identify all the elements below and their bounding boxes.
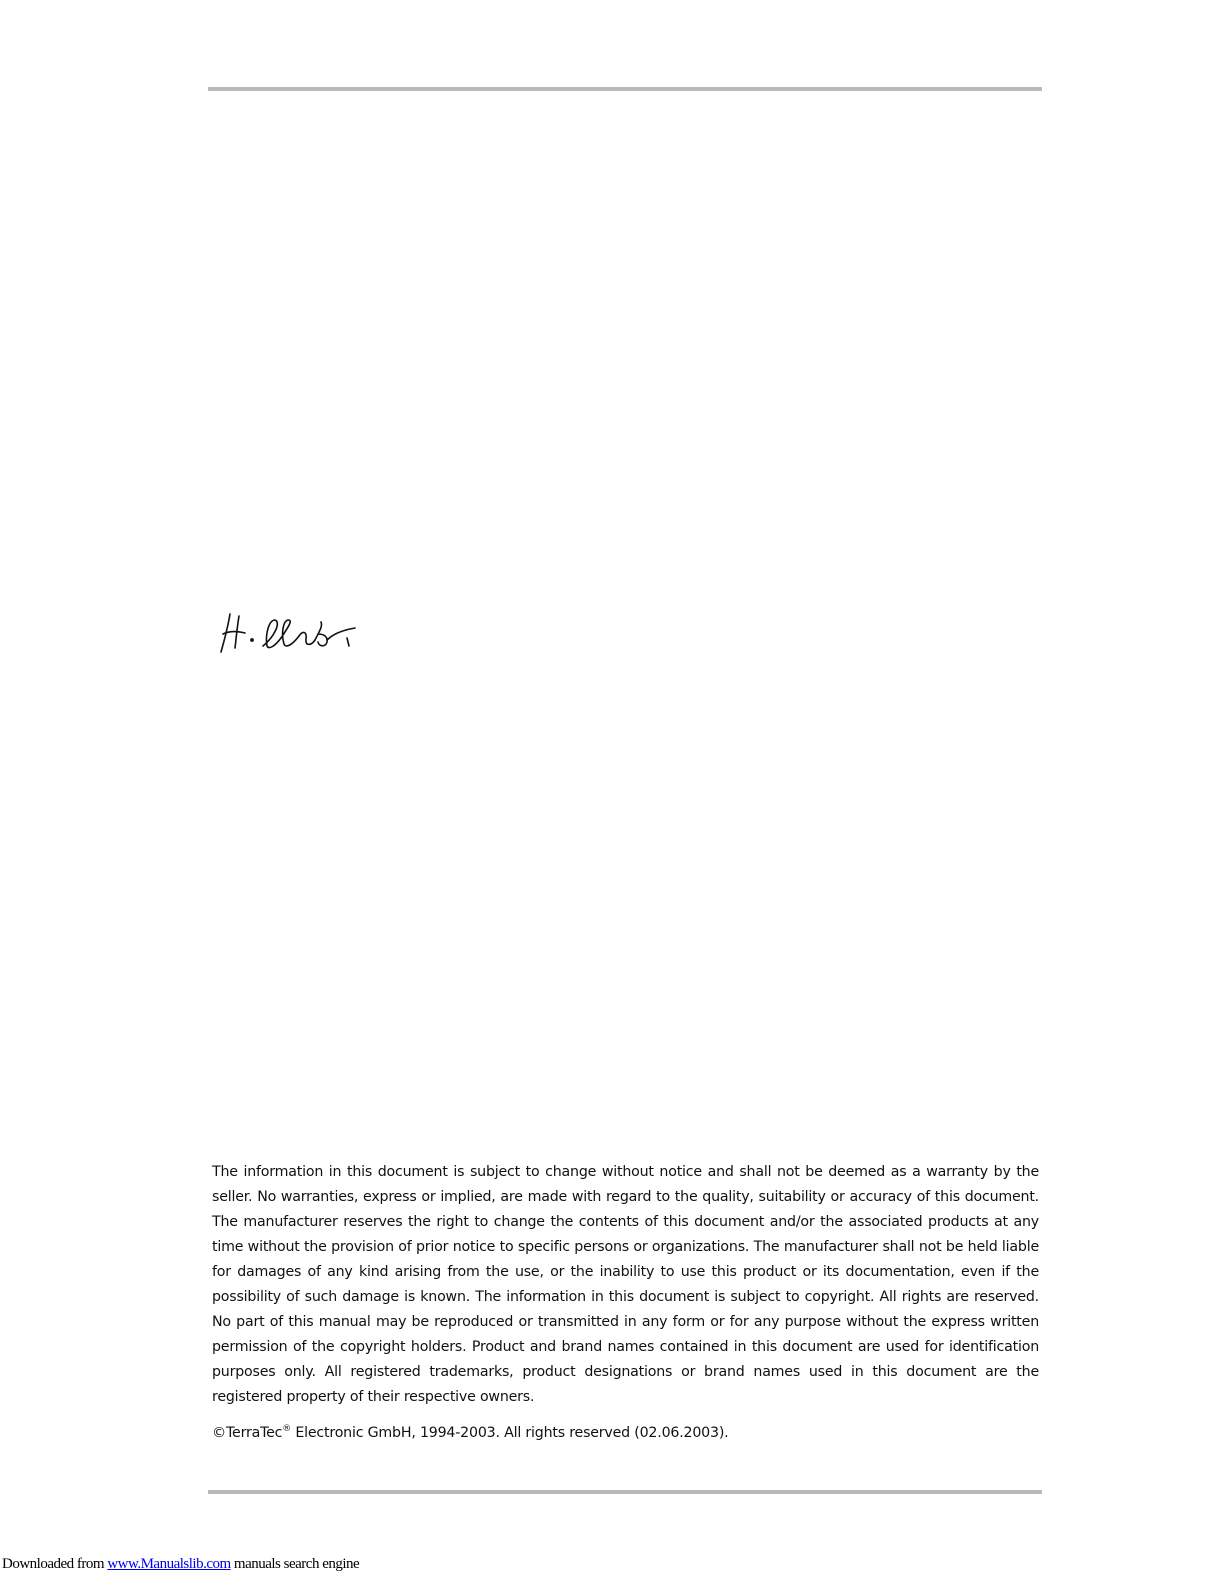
download-footer bbox=[2, 1556, 359, 1573]
top-divider bbox=[208, 87, 1042, 91]
disclaimer-text: The information in this document is subject to change without notice and shall not be deemed as a warranty by the seller. No warranties, express or implied, are made with regard to the quality, suitability or accuracy of this document. The manufacturer reserves the right to change the contents of this document and/or the associated products at any time without the provision of prior notice to specific persons or organizations. The manufacturer shall not be held liable for damages of any kind arising from the use, or the inability to use this product or its documentation, even if the possibility of such damage is known. The information in this document is subject to copyright. All rights are reserved. No part of this manual may be reproduced or transmitted in any form or for any purpose without the express written permission of the copyright holders. Product and brand names contained in this document are used for identification purposes only. All registered trademarks, product designations or brand names used in this document are the registered property of their respective owners. bbox=[212, 1164, 1039, 1405]
footer-suffix: manuals search engine bbox=[230, 1556, 360, 1572]
copyright-notice bbox=[212, 1423, 728, 1443]
copyright-suffix: Electronic GmbH, 1994-2003. All rights reserved (02.06.2003). bbox=[291, 1425, 729, 1441]
registered-mark: ® bbox=[282, 1424, 292, 1434]
copyright-prefix: ©TerraTec bbox=[212, 1425, 283, 1441]
bottom-divider bbox=[208, 1490, 1042, 1494]
signature-image bbox=[215, 612, 365, 662]
footer-prefix: Downloaded from bbox=[2, 1556, 108, 1572]
manualslib-link[interactable]: www.Manualslib.com bbox=[107, 1556, 231, 1572]
signature-icon bbox=[215, 612, 365, 662]
